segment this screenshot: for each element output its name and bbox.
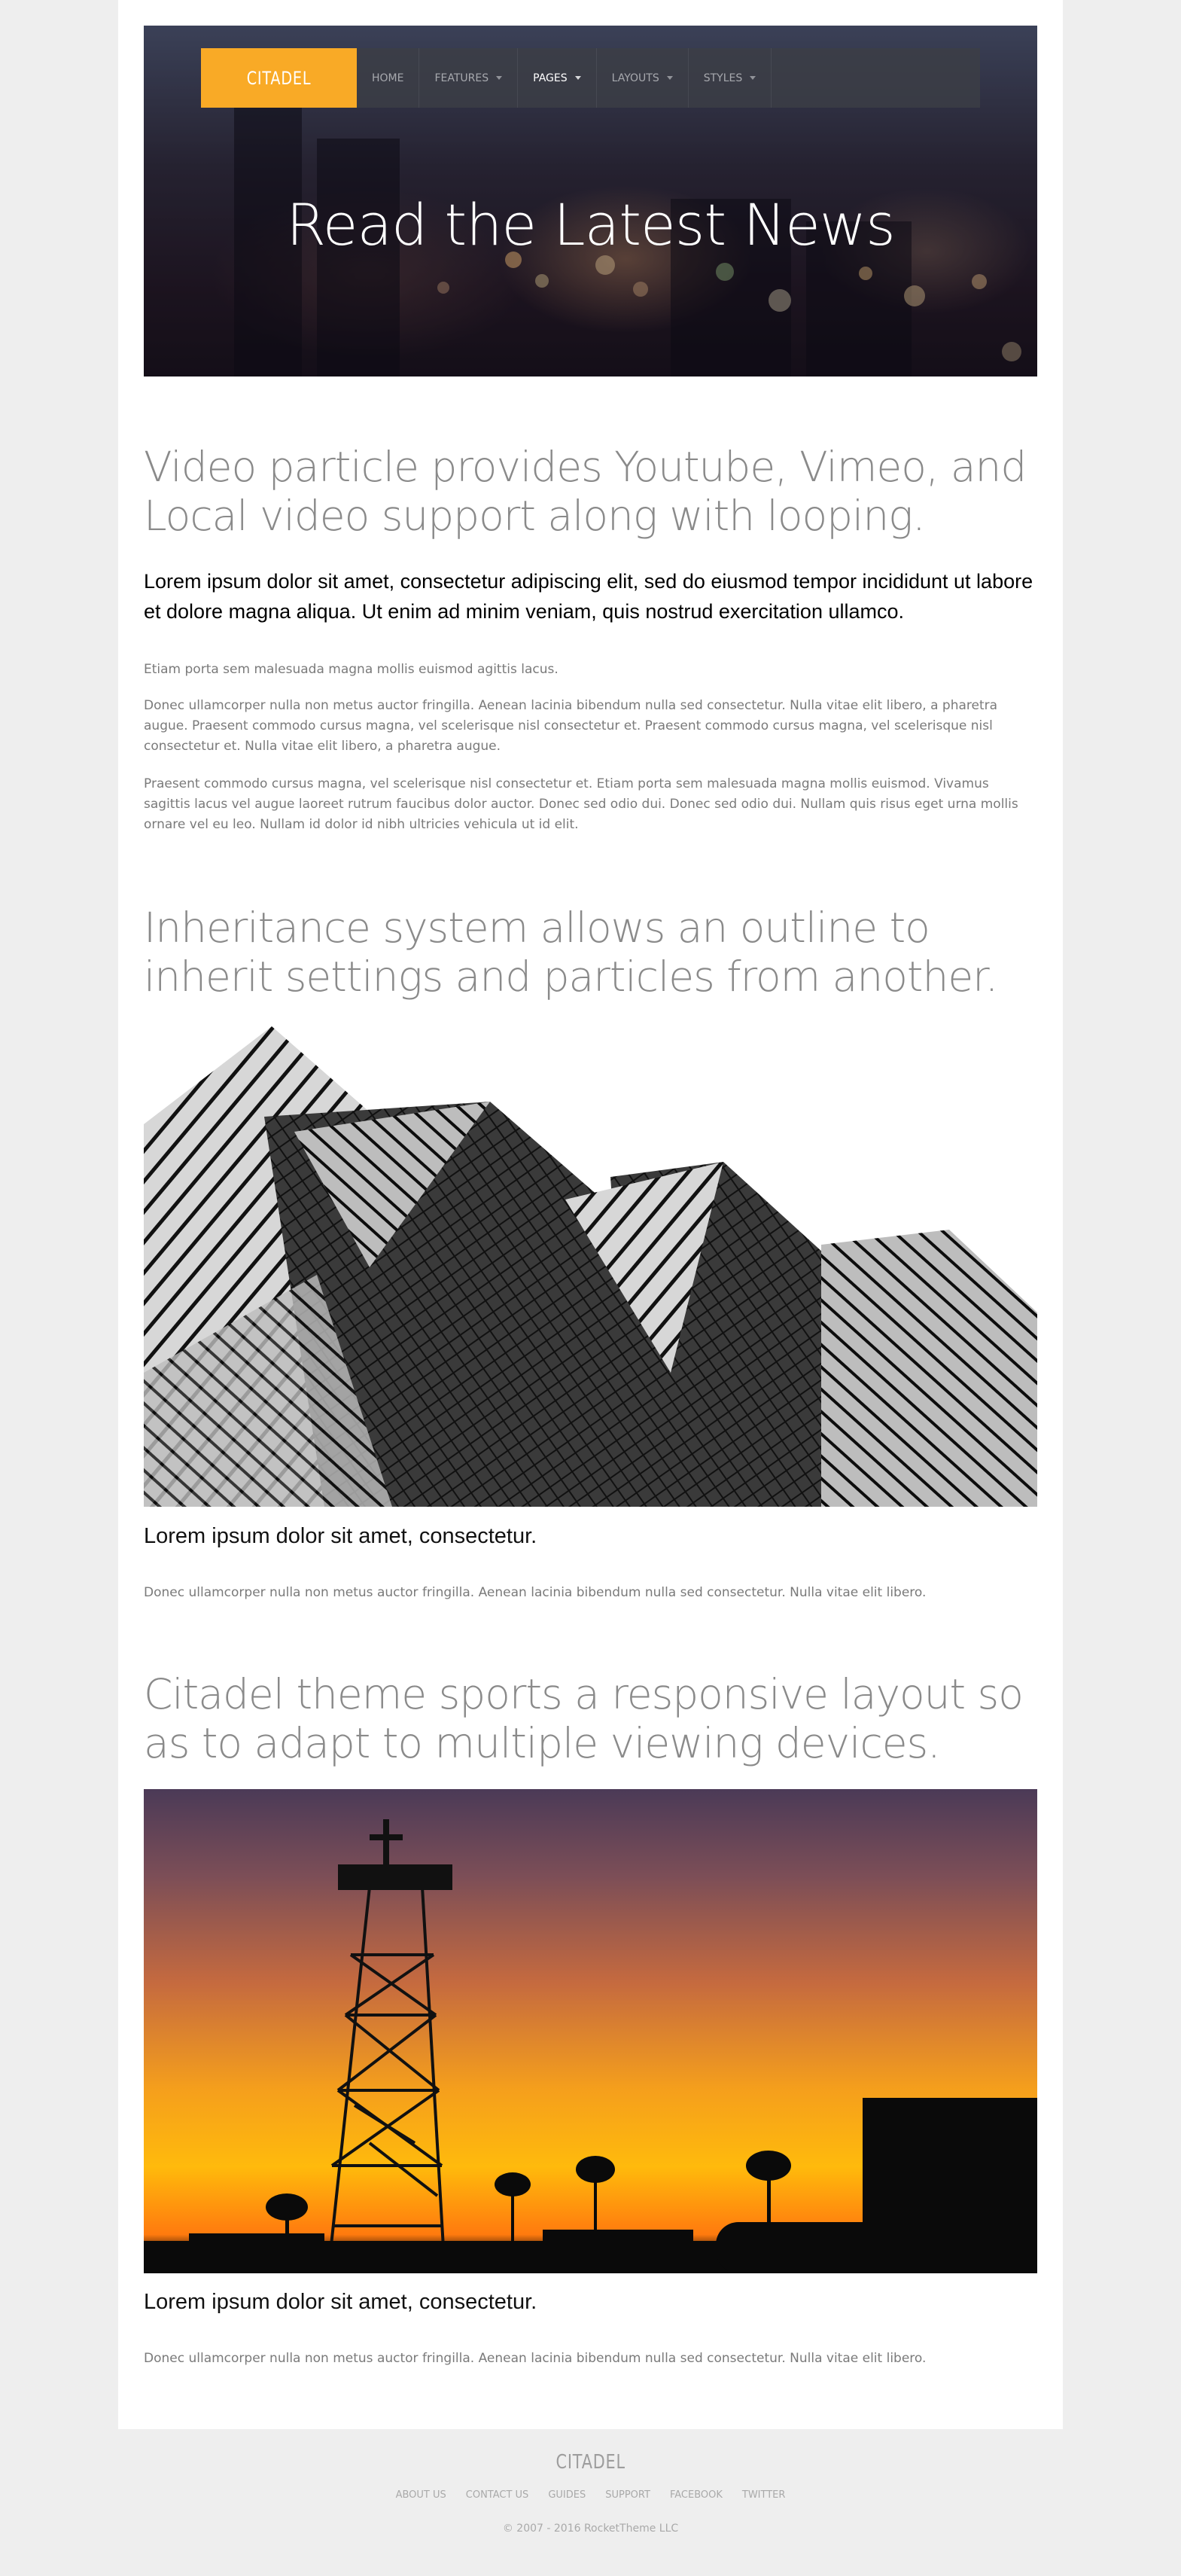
footer-link-facebook[interactable]: FACEBOOK — [669, 2489, 723, 2501]
building-graphic — [144, 1026, 1037, 1507]
article-paragraph: Etiam porta sem malesuada magna mollis euismod agittis lacus. — [144, 662, 559, 677]
main-content — [118, 0, 1063, 2429]
chevron-down-icon — [750, 76, 756, 80]
tower-silhouette-graphic — [144, 1789, 1037, 2273]
hero-banner — [144, 26, 1037, 376]
main-nav — [201, 48, 980, 108]
footer-link-about-us[interactable]: ABOUT US — [395, 2489, 446, 2501]
image-caption: Lorem ipsum dolor sit amet, consectetur. — [144, 2290, 537, 2314]
article-paragraph: Donec ullamcorper nulla non metus auctor fringilla. Aenean lacinia bibendum nulla sed consectetur. Nulla vitae elit libero, a pharetra augue. Praesent commodo cursus magna, vel scelerisque nisl consectetur et. Praesent commodo cursus magna, vel scelerisque nisl consectetur et. Nulla vitae elit libero, a pharetra augue. — [144, 698, 998, 754]
footer-link-guides[interactable]: GUIDES — [548, 2489, 586, 2501]
article-image-tower[interactable] — [144, 1789, 1037, 2273]
copyright-text: © 2007 - 2016 RocketTheme LLC — [502, 2523, 679, 2535]
chevron-down-icon — [575, 76, 581, 80]
footer-logo[interactable]: CITADEL — [555, 2451, 626, 2474]
article-image-building[interactable] — [144, 1026, 1037, 1507]
site-logo[interactable]: CITADEL — [201, 48, 357, 108]
nav-item-features[interactable]: FEATURES — [419, 48, 518, 108]
chevron-down-icon — [496, 76, 502, 80]
image-caption: Lorem ipsum dolor sit amet, consectetur. — [144, 1524, 537, 1548]
nav-item-layouts[interactable]: LAYOUTS — [597, 48, 689, 108]
footer-link-contact-us[interactable]: CONTACT US — [465, 2489, 529, 2501]
footer-links — [0, 2489, 1181, 2501]
article-lead: Lorem ipsum dolor sit amet, consectetur adipiscing elit, sed do eiusmod tempor incididunt ut labore et dolore magna aliqua. Ut enim ad minim veniam, quis nostrud exercitation ullamco. — [144, 570, 1033, 623]
article-heading[interactable]: Video particle provides Youtube, Vimeo, and Local video support along with looping. — [144, 443, 1027, 540]
article-heading[interactable]: Inheritance system allows an outline to inherit settings and particles from another. — [144, 904, 998, 1001]
hero-title: Read the Latest News — [286, 191, 895, 258]
article-paragraph: Donec ullamcorper nulla non metus auctor fringilla. Aenean lacinia bibendum nulla sed consectetur. Nulla vitae elit libero. — [144, 2351, 927, 2366]
article-paragraph: Praesent commodo cursus magna, vel scelerisque nisl consectetur et. Etiam porta sem malesuada magna mollis euismod. Vivamus sagittis lacus vel augue laoreet rutrum faucibus dolor auctor. Donec sed odio dui. Donec sed odio dui. Nullam quis risus eget urna mollis ornare vel eu leo. Nullam id dolor id nibh ultricies vehicula ut id elit. — [144, 776, 1018, 832]
article-paragraph: Donec ullamcorper nulla non metus auctor fringilla. Aenean lacinia bibendum nulla sed consectetur. Nulla vitae elit libero. — [144, 1585, 927, 1600]
nav-item-pages[interactable]: PAGES — [518, 48, 596, 108]
footer-link-support[interactable]: SUPPORT — [605, 2489, 650, 2501]
nav-item-styles[interactable]: STYLES — [689, 48, 772, 108]
article-heading[interactable]: Citadel theme sports a responsive layout so as to adapt to multiple viewing devices. — [144, 1670, 1023, 1767]
footer-link-twitter[interactable]: TWITTER — [741, 2489, 786, 2501]
nav-item-home[interactable]: HOME — [357, 48, 419, 108]
nav-menu — [357, 48, 772, 108]
chevron-down-icon — [667, 76, 673, 80]
